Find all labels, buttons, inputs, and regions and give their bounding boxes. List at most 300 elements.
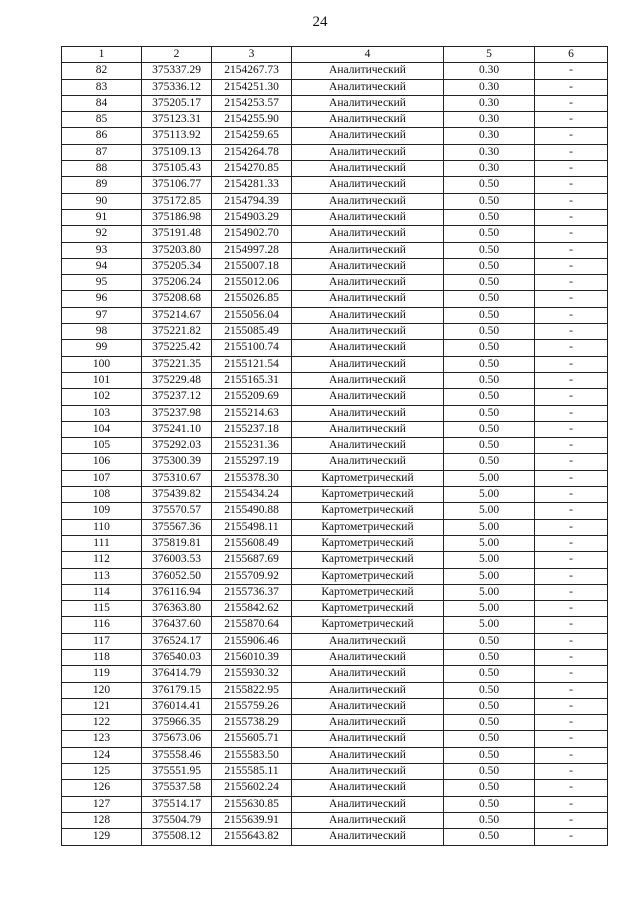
table-cell: Картометрический: [292, 487, 444, 503]
table-cell: 376003.53: [142, 552, 212, 568]
table-row: [62, 454, 608, 470]
table-cell: 85: [62, 112, 142, 128]
table-cell: Аналитический: [292, 812, 444, 828]
table-cell: Аналитический: [292, 764, 444, 780]
table-cell: -: [535, 633, 608, 649]
table-cell: 2155297.19: [212, 454, 292, 470]
table-row: [62, 568, 608, 584]
table-cell: 0.50: [444, 389, 535, 405]
column-header: 3: [212, 47, 292, 63]
table-cell: 118: [62, 649, 142, 665]
table-cell: -: [535, 519, 608, 535]
table-cell: -: [535, 568, 608, 584]
table-row: [62, 503, 608, 519]
table-cell: 0.50: [444, 193, 535, 209]
table-cell: 2154902.70: [212, 226, 292, 242]
table-row: [62, 519, 608, 535]
table-cell: 2155585.11: [212, 764, 292, 780]
table-cell: 2155085.49: [212, 324, 292, 340]
table-cell: 0.50: [444, 324, 535, 340]
coordinates-table: [61, 46, 608, 846]
table-cell: 375537.58: [142, 780, 212, 796]
table-cell: 0.50: [444, 438, 535, 454]
table-cell: -: [535, 356, 608, 372]
table-cell: 375237.12: [142, 389, 212, 405]
table-cell: -: [535, 552, 608, 568]
table-cell: 120: [62, 682, 142, 698]
table-cell: 2156010.39: [212, 649, 292, 665]
table-cell: 105: [62, 438, 142, 454]
table-row: [62, 324, 608, 340]
table-row: [62, 829, 608, 845]
table-cell: Аналитический: [292, 307, 444, 323]
table-cell: 375186.98: [142, 209, 212, 225]
table-cell: 2154997.28: [212, 242, 292, 258]
table-cell: 2155630.85: [212, 796, 292, 812]
table-cell: 2155930.32: [212, 666, 292, 682]
table-cell: 95: [62, 275, 142, 291]
table-row: [62, 242, 608, 258]
table-cell: 101: [62, 372, 142, 388]
table-cell: -: [535, 584, 608, 600]
table-cell: -: [535, 307, 608, 323]
table-cell: 376116.94: [142, 584, 212, 600]
table-row: [62, 128, 608, 144]
table-cell: Аналитический: [292, 356, 444, 372]
table-cell: 2155007.18: [212, 258, 292, 274]
table-cell: -: [535, 780, 608, 796]
table-cell: 375570.57: [142, 503, 212, 519]
table-cell: 5.00: [444, 487, 535, 503]
table-cell: 376540.03: [142, 649, 212, 665]
table-cell: 2155639.91: [212, 812, 292, 828]
table-cell: 0.50: [444, 372, 535, 388]
table-cell: Картометрический: [292, 568, 444, 584]
table-row: [62, 796, 608, 812]
table-cell: Аналитический: [292, 193, 444, 209]
table-cell: 0.30: [444, 161, 535, 177]
table-cell: 2155165.31: [212, 372, 292, 388]
table-cell: 2155231.36: [212, 438, 292, 454]
table-cell: 376052.50: [142, 568, 212, 584]
table-cell: 2154270.85: [212, 161, 292, 177]
table-cell: -: [535, 79, 608, 95]
table-cell: 116: [62, 617, 142, 633]
table-cell: 2155237.18: [212, 421, 292, 437]
table-cell: -: [535, 372, 608, 388]
table-cell: 2155026.85: [212, 291, 292, 307]
table-cell: Картометрический: [292, 470, 444, 486]
table-cell: 376179.15: [142, 682, 212, 698]
table-cell: 123: [62, 731, 142, 747]
table-cell: 114: [62, 584, 142, 600]
table-row: [62, 405, 608, 421]
table-cell: Аналитический: [292, 324, 444, 340]
table-row: [62, 633, 608, 649]
table-cell: 102: [62, 389, 142, 405]
table-cell: -: [535, 438, 608, 454]
table-cell: 0.50: [444, 291, 535, 307]
table-cell: 2155906.46: [212, 633, 292, 649]
table-cell: 375504.79: [142, 812, 212, 828]
table-cell: 126: [62, 780, 142, 796]
table-cell: 104: [62, 421, 142, 437]
table-cell: -: [535, 796, 608, 812]
table-row: [62, 780, 608, 796]
table-cell: Аналитический: [292, 389, 444, 405]
table-cell: 0.50: [444, 666, 535, 682]
table-cell: 0.50: [444, 258, 535, 274]
table-cell: 86: [62, 128, 142, 144]
table-cell: -: [535, 682, 608, 698]
table-cell: 2154281.33: [212, 177, 292, 193]
table-row: [62, 340, 608, 356]
table-cell: 110: [62, 519, 142, 535]
table-cell: 375292.03: [142, 438, 212, 454]
table-cell: Картометрический: [292, 617, 444, 633]
table-cell: 375172.85: [142, 193, 212, 209]
table-cell: 0.50: [444, 698, 535, 714]
table-cell: Аналитический: [292, 780, 444, 796]
table-cell: 376363.80: [142, 601, 212, 617]
table-cell: 375229.48: [142, 372, 212, 388]
table-cell: 96: [62, 291, 142, 307]
table-cell: 2154264.78: [212, 144, 292, 160]
table-cell: 107: [62, 470, 142, 486]
table-cell: 0.50: [444, 275, 535, 291]
table-cell: Аналитический: [292, 731, 444, 747]
table-cell: 0.50: [444, 421, 535, 437]
table-cell: -: [535, 275, 608, 291]
table-cell: Аналитический: [292, 258, 444, 274]
table-row: [62, 470, 608, 486]
table-cell: -: [535, 209, 608, 225]
table-cell: 375337.29: [142, 63, 212, 79]
table-cell: 119: [62, 666, 142, 682]
table-cell: 2154251.30: [212, 79, 292, 95]
table-cell: 2155736.37: [212, 584, 292, 600]
table-cell: 375673.06: [142, 731, 212, 747]
table-cell: 375439.82: [142, 487, 212, 503]
table-cell: Картометрический: [292, 535, 444, 551]
table-row: [62, 95, 608, 111]
table-cell: 375113.92: [142, 128, 212, 144]
table-cell: 111: [62, 535, 142, 551]
table-cell: -: [535, 731, 608, 747]
table-cell: Аналитический: [292, 421, 444, 437]
table-cell: 109: [62, 503, 142, 519]
table-row: [62, 438, 608, 454]
table-cell: 2155822.95: [212, 682, 292, 698]
table-cell: 2154794.39: [212, 193, 292, 209]
table-row: [62, 747, 608, 763]
table-cell: Аналитический: [292, 715, 444, 731]
table-cell: 117: [62, 633, 142, 649]
table-cell: 375310.67: [142, 470, 212, 486]
table-cell: 0.30: [444, 128, 535, 144]
table-row: [62, 209, 608, 225]
table-cell: -: [535, 470, 608, 486]
table-cell: 2155709.92: [212, 568, 292, 584]
table-cell: 2155498.11: [212, 519, 292, 535]
table-cell: -: [535, 258, 608, 274]
table-cell: Аналитический: [292, 633, 444, 649]
table-cell: 2155100.74: [212, 340, 292, 356]
table-cell: 5.00: [444, 552, 535, 568]
table-cell: Картометрический: [292, 519, 444, 535]
table-cell: 375106.77: [142, 177, 212, 193]
table-cell: 375514.17: [142, 796, 212, 812]
table-cell: 0.50: [444, 747, 535, 763]
column-header: 6: [535, 47, 608, 63]
table-cell: Аналитический: [292, 829, 444, 845]
table-cell: 375237.98: [142, 405, 212, 421]
table-cell: Картометрический: [292, 552, 444, 568]
table-cell: 2155209.69: [212, 389, 292, 405]
table-cell: 2155842.62: [212, 601, 292, 617]
table-cell: 5.00: [444, 568, 535, 584]
table-cell: 375208.68: [142, 291, 212, 307]
table-row: [62, 79, 608, 95]
table-cell: 5.00: [444, 535, 535, 551]
table-cell: 5.00: [444, 601, 535, 617]
table-cell: 129: [62, 829, 142, 845]
table-cell: Аналитический: [292, 698, 444, 714]
table-cell: 376437.60: [142, 617, 212, 633]
table-cell: 5.00: [444, 617, 535, 633]
table-cell: 115: [62, 601, 142, 617]
table-cell: -: [535, 698, 608, 714]
table-cell: 375205.17: [142, 95, 212, 111]
table-cell: -: [535, 193, 608, 209]
table-cell: 0.50: [444, 454, 535, 470]
table-row: [62, 698, 608, 714]
page-number: 24: [312, 14, 328, 30]
table-body: [62, 63, 608, 845]
table-cell: 375241.10: [142, 421, 212, 437]
table-cell: -: [535, 421, 608, 437]
table-cell: 2155608.49: [212, 535, 292, 551]
table-cell: 99: [62, 340, 142, 356]
table-cell: -: [535, 666, 608, 682]
table-cell: Аналитический: [292, 275, 444, 291]
table-cell: 2154267.73: [212, 63, 292, 79]
table-cell: Аналитический: [292, 242, 444, 258]
table-cell: 375109.13: [142, 144, 212, 160]
table-cell: Аналитический: [292, 226, 444, 242]
table-row: [62, 601, 608, 617]
table-cell: 127: [62, 796, 142, 812]
table-cell: Аналитический: [292, 144, 444, 160]
table-row: [62, 63, 608, 79]
table-cell: -: [535, 177, 608, 193]
table-cell: 2155434.24: [212, 487, 292, 503]
table-cell: Аналитический: [292, 340, 444, 356]
table-row: [62, 258, 608, 274]
table-row: [62, 666, 608, 682]
table-row: [62, 291, 608, 307]
table-cell: -: [535, 389, 608, 405]
table-cell: -: [535, 715, 608, 731]
table-cell: Аналитический: [292, 209, 444, 225]
table-cell: 113: [62, 568, 142, 584]
table-cell: Аналитический: [292, 95, 444, 111]
table-cell: 375336.12: [142, 79, 212, 95]
table-cell: 375203.80: [142, 242, 212, 258]
table-cell: 375221.82: [142, 324, 212, 340]
table-row: [62, 421, 608, 437]
table-cell: -: [535, 242, 608, 258]
table-cell: 106: [62, 454, 142, 470]
table-cell: 2154903.29: [212, 209, 292, 225]
table-cell: 2155583.50: [212, 747, 292, 763]
table-cell: 91: [62, 209, 142, 225]
table-cell: 375225.42: [142, 340, 212, 356]
table-cell: 128: [62, 812, 142, 828]
table-cell: Аналитический: [292, 63, 444, 79]
table-cell: -: [535, 747, 608, 763]
table-cell: 88: [62, 161, 142, 177]
table-cell: 112: [62, 552, 142, 568]
table-cell: 375300.39: [142, 454, 212, 470]
table-cell: Аналитический: [292, 796, 444, 812]
table-row: [62, 682, 608, 698]
table-cell: Аналитический: [292, 372, 444, 388]
table-cell: 0.50: [444, 242, 535, 258]
table-cell: 2155870.64: [212, 617, 292, 633]
table-cell: 375206.24: [142, 275, 212, 291]
table-row: [62, 177, 608, 193]
table-row: [62, 715, 608, 731]
table-cell: 2155214.63: [212, 405, 292, 421]
table-row: [62, 275, 608, 291]
table-cell: -: [535, 324, 608, 340]
table-cell: 375558.46: [142, 747, 212, 763]
table-cell: -: [535, 535, 608, 551]
table-row: [62, 617, 608, 633]
table-cell: -: [535, 112, 608, 128]
table-row: [62, 731, 608, 747]
table-cell: -: [535, 649, 608, 665]
table-cell: -: [535, 454, 608, 470]
table-cell: -: [535, 601, 608, 617]
table-cell: 376014.41: [142, 698, 212, 714]
table-cell: 2154255.90: [212, 112, 292, 128]
table-cell: Аналитический: [292, 405, 444, 421]
table-cell: 97: [62, 307, 142, 323]
table-row: [62, 356, 608, 372]
table-row: [62, 307, 608, 323]
table-row: [62, 812, 608, 828]
table-cell: 5.00: [444, 503, 535, 519]
table-row: [62, 764, 608, 780]
column-header: 5: [444, 47, 535, 63]
table-cell: 0.50: [444, 177, 535, 193]
table-cell: 0.50: [444, 356, 535, 372]
table-cell: -: [535, 144, 608, 160]
column-header: 2: [142, 47, 212, 63]
table-cell: Картометрический: [292, 601, 444, 617]
table-cell: -: [535, 503, 608, 519]
table-cell: Картометрический: [292, 584, 444, 600]
table-cell: 108: [62, 487, 142, 503]
table-cell: -: [535, 128, 608, 144]
table-cell: -: [535, 63, 608, 79]
table-cell: -: [535, 829, 608, 845]
table-cell: 5.00: [444, 584, 535, 600]
table-cell: 2155378.30: [212, 470, 292, 486]
table-cell: 83: [62, 79, 142, 95]
table-row: [62, 193, 608, 209]
table-cell: 376524.17: [142, 633, 212, 649]
table-row: [62, 226, 608, 242]
table-cell: 124: [62, 747, 142, 763]
table-row: [62, 487, 608, 503]
table-row: [62, 535, 608, 551]
table-cell: Аналитический: [292, 128, 444, 144]
table-cell: 375221.35: [142, 356, 212, 372]
column-header: 1: [62, 47, 142, 63]
table-cell: -: [535, 617, 608, 633]
table-cell: 0.50: [444, 405, 535, 421]
table-row: [62, 372, 608, 388]
table-cell: 0.50: [444, 226, 535, 242]
table-cell: Аналитический: [292, 682, 444, 698]
table-cell: 375819.81: [142, 535, 212, 551]
table-row: [62, 552, 608, 568]
table-cell: 2155687.69: [212, 552, 292, 568]
table-cell: 0.50: [444, 633, 535, 649]
table-cell: Аналитический: [292, 161, 444, 177]
table-cell: Аналитический: [292, 177, 444, 193]
table-cell: 0.50: [444, 715, 535, 731]
table-cell: 375205.34: [142, 258, 212, 274]
table-cell: 2155643.82: [212, 829, 292, 845]
table-cell: 375214.67: [142, 307, 212, 323]
table-cell: 0.30: [444, 144, 535, 160]
table-cell: 376414.79: [142, 666, 212, 682]
table-cell: 2155605.71: [212, 731, 292, 747]
table-cell: 375191.48: [142, 226, 212, 242]
table-row: [62, 649, 608, 665]
table-cell: Аналитический: [292, 438, 444, 454]
table-cell: -: [535, 226, 608, 242]
table-cell: 92: [62, 226, 142, 242]
table-cell: 0.50: [444, 796, 535, 812]
table-row: [62, 584, 608, 600]
table-cell: 100: [62, 356, 142, 372]
table-cell: 82: [62, 63, 142, 79]
table-header-row: [62, 47, 608, 63]
table-cell: 94: [62, 258, 142, 274]
table-cell: 0.30: [444, 79, 535, 95]
table-cell: -: [535, 487, 608, 503]
table-cell: 0.50: [444, 812, 535, 828]
table-cell: 0.50: [444, 340, 535, 356]
table-cell: 0.50: [444, 307, 535, 323]
table-cell: 2154253.57: [212, 95, 292, 111]
table-cell: -: [535, 291, 608, 307]
table-cell: Аналитический: [292, 747, 444, 763]
table-row: [62, 144, 608, 160]
table-cell: 2155012.06: [212, 275, 292, 291]
column-header: 4: [292, 47, 444, 63]
table-cell: 84: [62, 95, 142, 111]
table-cell: Аналитический: [292, 666, 444, 682]
table-cell: 2155490.88: [212, 503, 292, 519]
table-cell: Аналитический: [292, 79, 444, 95]
table-cell: 0.50: [444, 731, 535, 747]
